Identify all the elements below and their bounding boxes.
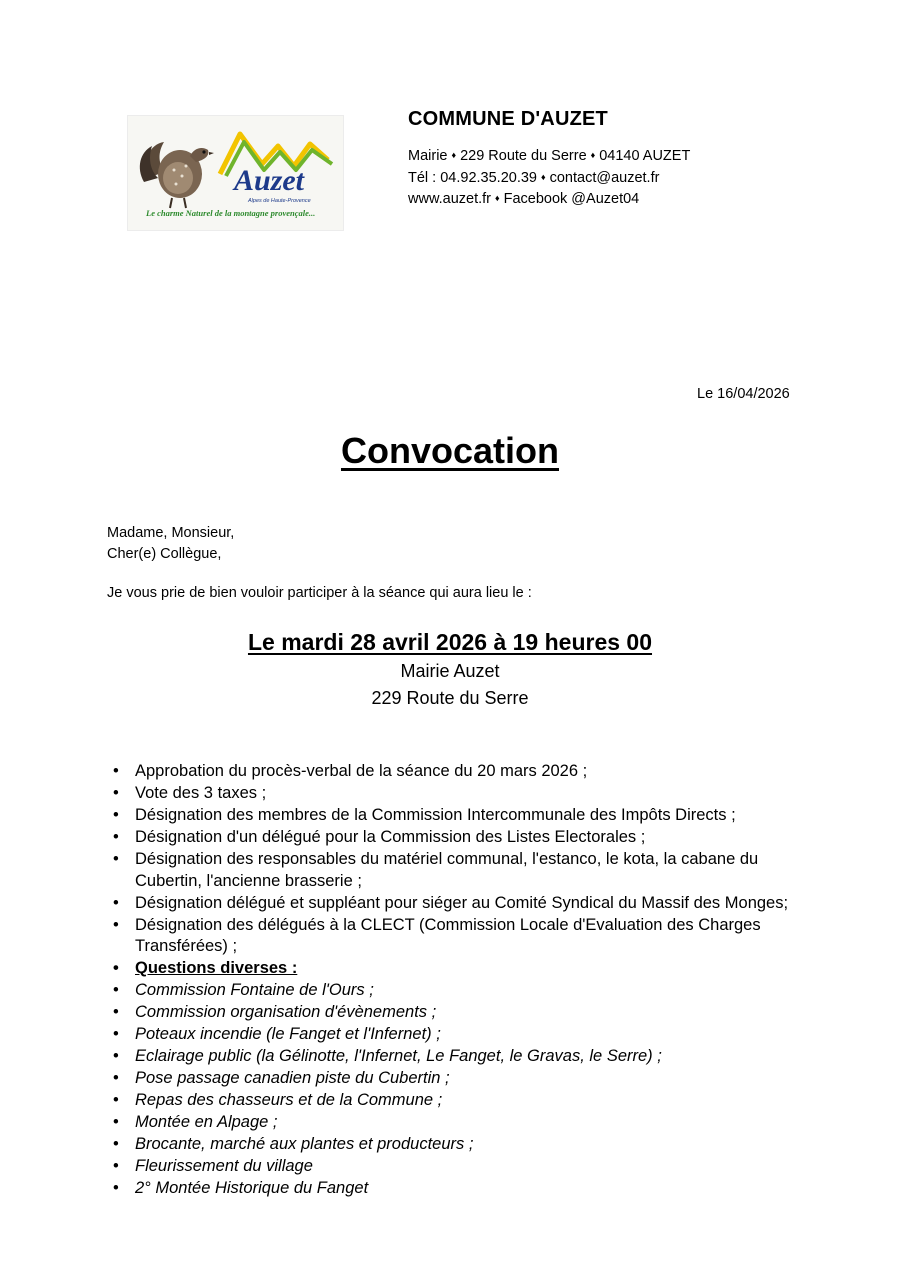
agenda-item: • Désignation délégué et suppléant pour siéger au Comité Syndical du Massif des Monges; (112, 893, 802, 915)
bullet-icon: • (113, 1091, 119, 1109)
bullet-icon: • (113, 1157, 119, 1175)
commune-header (408, 108, 690, 210)
bullet-icon: • (113, 806, 119, 824)
bullet-icon: • (113, 981, 119, 999)
logo-tagline: Le charme Naturel de la montagne provençale... (146, 208, 316, 218)
agenda-list (112, 761, 802, 1200)
bullet-icon: • (113, 893, 119, 912)
agenda-item: • Désignation d'un délégué pour la Commission des Listes Electorales ; (112, 827, 802, 849)
bullet-icon: • (113, 850, 119, 868)
contact-line (408, 167, 690, 189)
bullet-icon: • (113, 1069, 119, 1087)
question-item: • Fleurissement du village (112, 1156, 802, 1178)
bullet-icon: • (113, 1025, 119, 1043)
diamond-separator-icon: ♦ (451, 150, 457, 160)
question-item: • Montée en Alpage ; (112, 1112, 802, 1134)
agenda-item: • Vote des 3 taxes ; (112, 783, 802, 805)
bullet-icon: • (113, 828, 119, 846)
grouse-bird-icon (140, 142, 214, 208)
bullet-icon: • (113, 762, 119, 780)
bullet-icon: • (113, 784, 119, 802)
greeting (107, 523, 234, 565)
questions-heading: • Questions diverses : (112, 958, 802, 980)
diamond-separator-icon: ♦ (541, 171, 546, 182)
agenda-item: • Désignation des responsables du matériel communal, l'estanco, le kota, la cabane du Cubertin, l'ancienne brasserie ; (113, 850, 759, 890)
logo-name: Auzet (234, 164, 305, 197)
greeting-line: Madame, Monsieur, (107, 525, 235, 541)
commune-title: COMMUNE D'AUZET (408, 108, 608, 130)
bullet-icon: • (113, 1135, 119, 1153)
bullet-icon: • (113, 915, 119, 934)
agenda-item: • Désignation des membres de la Commission Intercommunale des Impôts Directs ; (112, 805, 802, 827)
diamond-separator-icon: ♦ (590, 150, 596, 160)
agenda-item: • Approbation du procès-verbal de la séance du 20 mars 2026 ; (112, 761, 802, 783)
question-item: • Commission organisation d'évènements ; (112, 1002, 802, 1024)
letter-date: Le 16/04/2026 (697, 386, 790, 402)
meeting-place: Mairie Auzet (400, 661, 500, 681)
question-item: • 2° Montée Historique du Fanget (112, 1178, 802, 1200)
meeting-address: 229 Route du Serre (371, 688, 529, 708)
meeting-details (0, 626, 900, 712)
question-item: • Brocante, marché aux plantes et producteurs ; (112, 1134, 802, 1156)
phone-number: Tél : 04.92.35.20.39 (408, 169, 537, 186)
bullet-icon: • (113, 1179, 119, 1197)
website: www.auzet.fr (408, 191, 491, 207)
question-item: • Eclairage public (la Gélinotte, l'Infernet, Le Fanget, le Gravas, le Serre) ; (112, 1046, 802, 1068)
question-item: • Poteaux incendie (le Fanget et l'Infernet) ; (112, 1024, 802, 1046)
web-line (408, 188, 690, 210)
agenda-item: • Désignation des délégués à la CLECT (Commission Locale d'Evaluation des Charges Transférées) ; (113, 915, 761, 955)
greeting-line: Cher(e) Collègue, (107, 546, 222, 562)
bullet-icon: • (113, 959, 119, 977)
diamond-separator-icon: ♦ (495, 193, 500, 203)
bullet-icon: • (113, 1047, 119, 1065)
document-title: Convocation (340, 430, 559, 471)
bullet-icon: • (113, 1113, 119, 1131)
logo-subtitle: Alpes de Haute-Provence (248, 198, 311, 204)
meeting-datetime: Le mardi 28 avril 2026 à 19 heures 00 (247, 629, 653, 655)
email-address: contact@auzet.fr (549, 169, 660, 186)
bullet-icon: • (113, 1003, 119, 1021)
commune-logo (127, 115, 344, 231)
facebook-handle: Facebook @Auzet04 (503, 191, 640, 207)
question-item: • Commission Fontaine de l'Ours ; (112, 980, 802, 1002)
question-item: • Repas des chasseurs et de la Commune ; (112, 1090, 802, 1112)
question-item: • Pose passage canadien piste du Cubertin ; (112, 1068, 802, 1090)
address-line: Mairie ♦ 229 Route du Serre ♦ 04140 AUZET (408, 145, 690, 167)
intro-text: Je vous prie de bien vouloir participer à la séance qui aura lieu le : (107, 585, 532, 601)
